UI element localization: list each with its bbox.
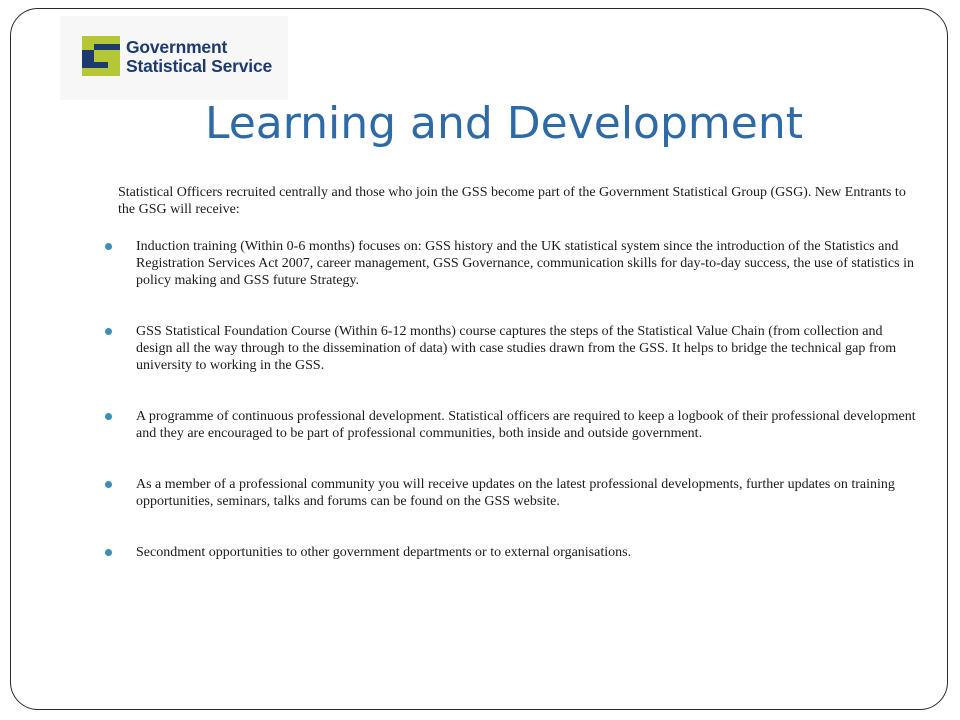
intro-paragraph: Statistical Officers recruited centrally and those who join the GSS become part of the Government Statistical Group (GSG). New Entrants to the GSG will receive: <box>118 185 906 217</box>
bullet-text: As a member of a professional community you will receive updates on the latest professional developments, further updates on training opportunities, seminars, talks and forums can be found on the GSS website. <box>136 477 895 509</box>
bullet-text: Secondment opportunities to other government departments or to external organisations. <box>136 545 632 560</box>
slide-title: Learning and Development <box>205 98 803 149</box>
bullet-item <box>118 476 918 510</box>
logo-line-2: Statistical Service <box>126 56 273 76</box>
bullet-item <box>118 238 918 289</box>
bullet-text: GSS Statistical Foundation Course (Within 6-12 months) course captures the steps of the Statistical Value Chain (from collection and design all the way through to the dissemination of data) with case studies drawn from the GSS. It helps to bridge the technical gap from university to working in the GSS. <box>136 324 897 373</box>
bullet-text: A programme of continuous professional development. Statistical officers are required to keep a logbook of their professional development and they are encouraged to be part of professional communities, both inside and outside government. <box>136 409 916 441</box>
bullet-item <box>118 544 918 561</box>
bullet-item <box>118 323 918 374</box>
logo-line-1: Government <box>126 37 228 57</box>
slide-content <box>118 184 918 595</box>
logo-text <box>126 38 272 76</box>
gss-logo-icon <box>82 36 120 76</box>
bullet-item <box>118 408 918 442</box>
bullet-list <box>118 238 918 561</box>
bullet-text: Induction training (Within 0-6 months) focuses on: GSS history and the UK statistical system since the introduction of the Statistics and Registration Services Act 2007, career management, GSS Governance, communication skills for day-to-day success, the use of statistics in policy making and GSS future Strategy. <box>136 239 914 288</box>
